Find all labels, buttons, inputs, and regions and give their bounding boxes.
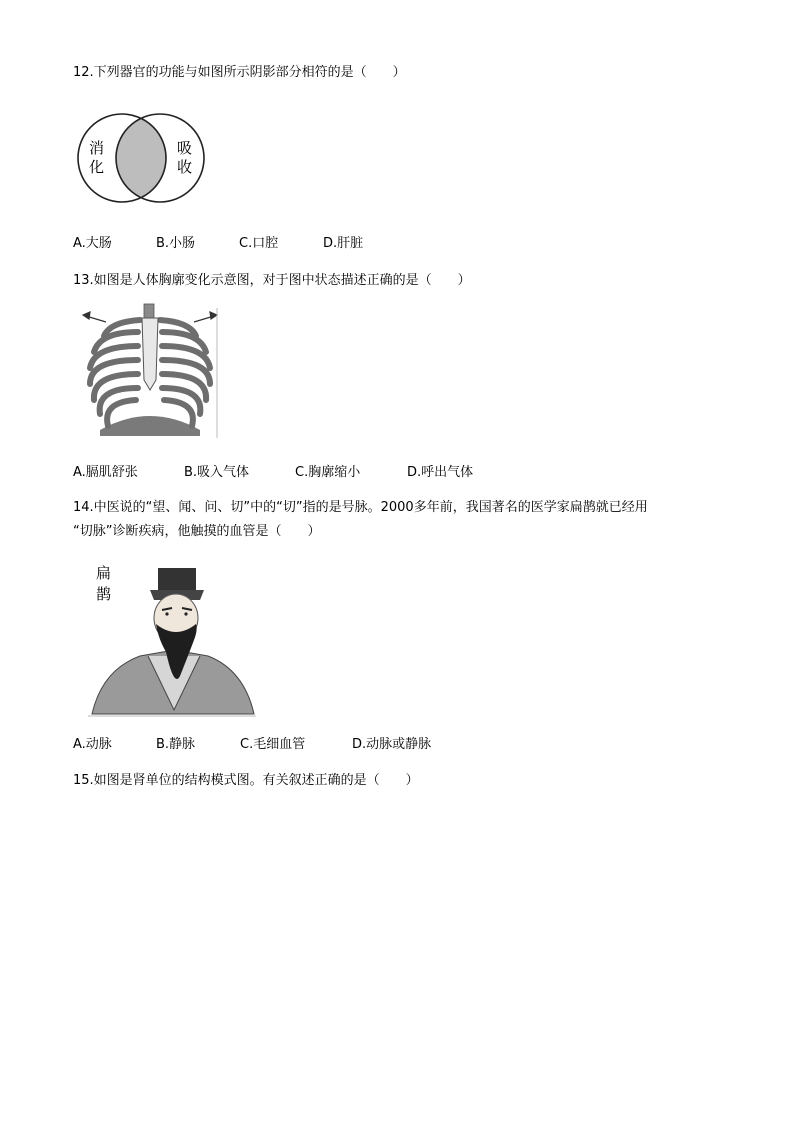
venn-right-label-1: 吸 [177,139,193,157]
venn-left-label-2: 化 [89,158,105,176]
question-15-stem: 15.如图是肾单位的结构模式图。有关叙述正确的是（ ） [73,773,419,788]
option-b[interactable]: B.吸入气体 [184,465,250,480]
option-c[interactable]: C.胸廓缩小 [295,465,361,480]
option-c[interactable]: C.口腔 [239,236,279,251]
option-a[interactable]: A.动脉 [73,737,112,752]
option-d[interactable]: D.动脉或静脉 [352,737,432,752]
question-12-stem: 12.下列器官的功能与如图所示阴影部分相符的是（ ） [73,65,406,80]
ribs-left [90,320,140,426]
option-b[interactable]: B.小肠 [156,236,196,251]
venn-diagram [76,112,206,204]
portrait-caption-2: 鹊 [96,585,112,603]
question-13-stem: 13.如图是人体胸廓变化示意图，对于图中状态描述正确的是（ ） [73,273,471,288]
ribs-right [160,320,210,426]
question-14-stem-line1: 14.中医说的“望、闻、问、切”中的“切”指的是号脉。2000多年前，我国著名的医学家扁鹊就已经用 [73,500,648,515]
option-d[interactable]: D.呼出气体 [407,465,474,480]
option-a[interactable]: A.大肠 [73,236,112,251]
venn-right-label-2: 收 [177,158,193,176]
option-d[interactable]: D.肝脏 [323,236,364,251]
venn-left-label-1: 消 [89,139,105,157]
option-a[interactable]: A.膈肌舒张 [73,465,138,480]
portrait-caption-1: 扁 [96,564,112,582]
option-b[interactable]: B.静脉 [156,737,196,752]
rib-cage-figure [80,302,220,440]
question-14-stem-line2: “切脉”诊断疾病，他触摸的血管是（ ） [73,524,321,539]
bian-que-portrait [88,560,258,720]
option-c[interactable]: C.毛细血管 [240,737,306,752]
